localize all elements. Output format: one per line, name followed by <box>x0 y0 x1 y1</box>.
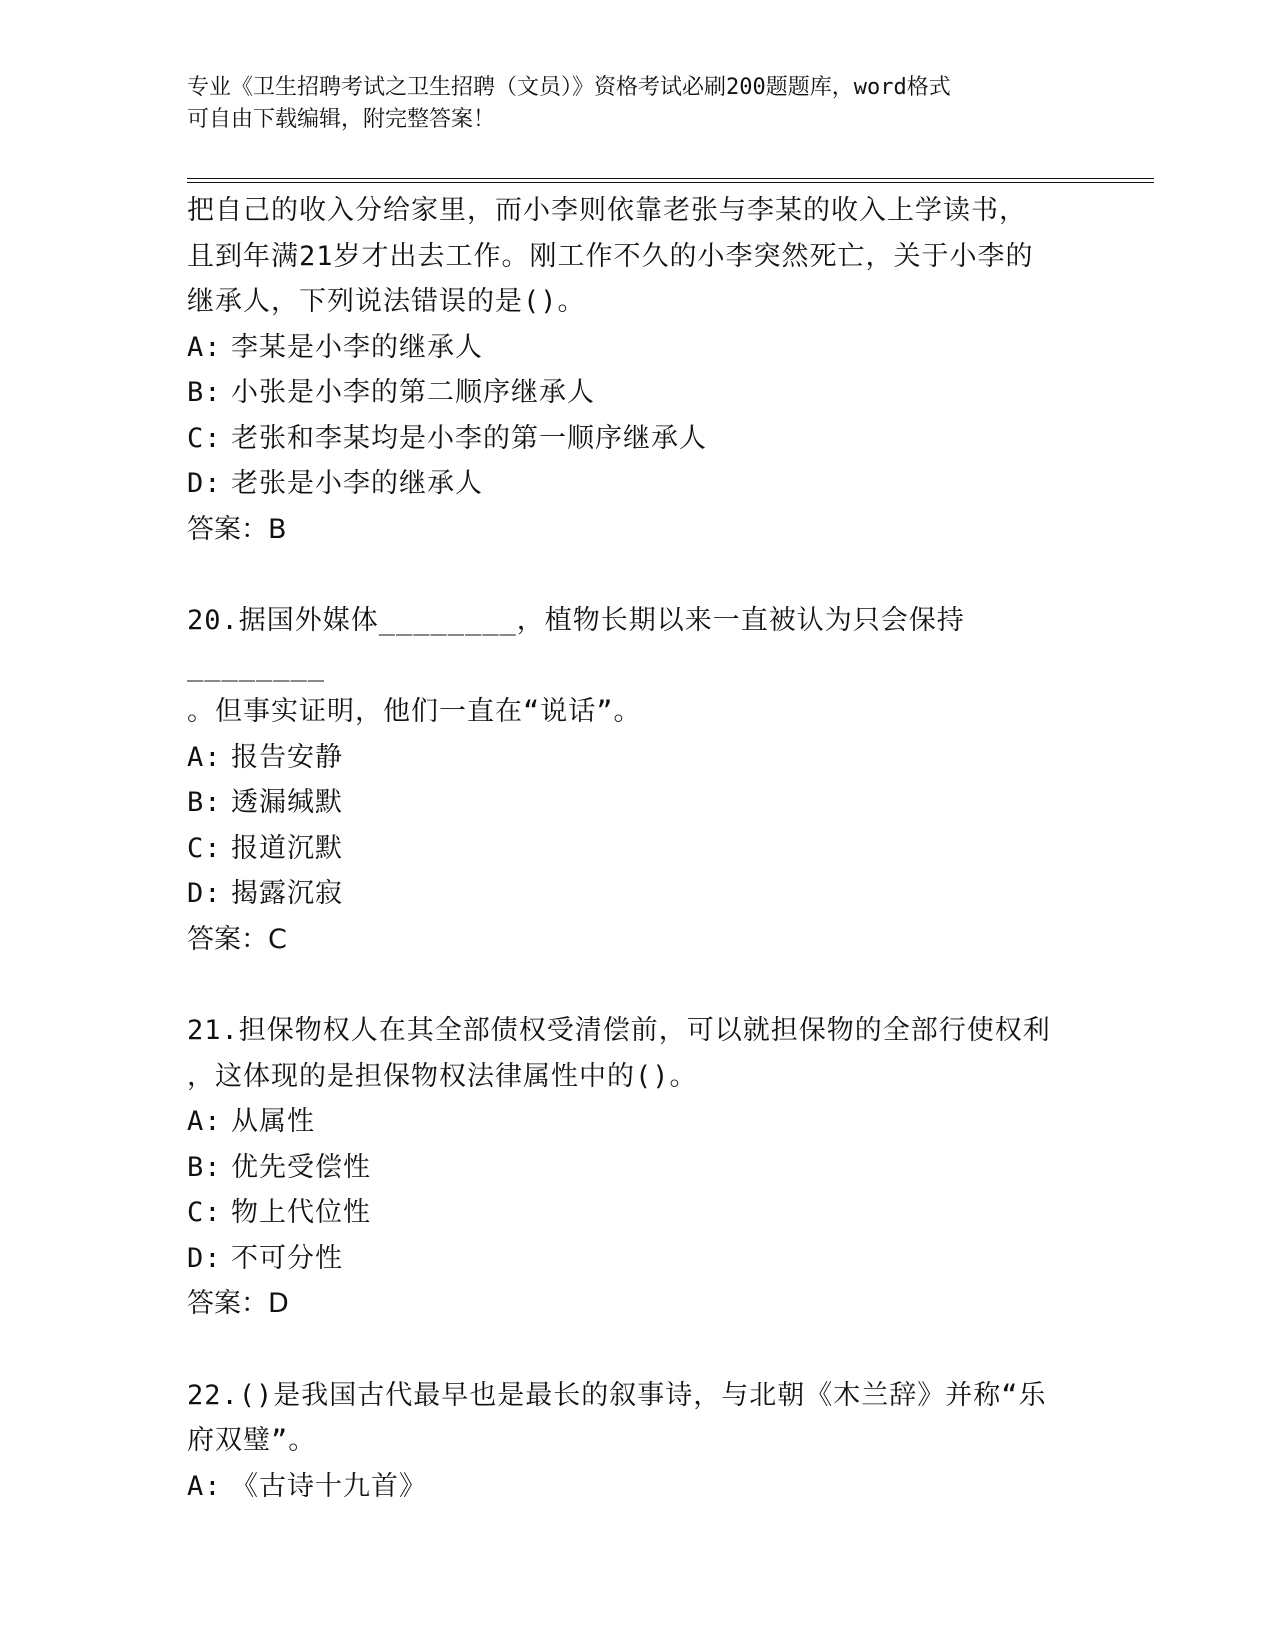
question-text-line: 20.据国外媒体________，植物长期以来一直被认为只会保持________ <box>187 605 965 682</box>
option-letter: C: <box>187 422 222 454</box>
answer-line: 答案：C <box>187 923 287 955</box>
option-text: 揭露沉寂 <box>231 878 343 909</box>
option-d <box>187 461 1087 507</box>
question-block <box>187 188 1087 552</box>
option-text: 从属性 <box>231 1106 315 1137</box>
answer-line: 答案：D <box>187 1288 289 1319</box>
spacer <box>187 552 1087 598</box>
option-letter: A: <box>187 331 222 363</box>
option-letter: B: <box>187 787 222 818</box>
option-text: 报道沉默 <box>231 832 343 864</box>
header-title-line-2: 可自由下载编辑，附完整答案！ <box>187 107 496 132</box>
option-letter: D: <box>187 468 222 499</box>
option-a <box>187 735 1087 781</box>
option-text: 小张是小李的第二顺序继承人 <box>231 377 595 408</box>
header-divider <box>187 178 1154 179</box>
option-text: 老张和李某均是小李的第一顺序继承人 <box>231 422 707 454</box>
question-text-line: 府双璧”。 <box>187 1425 317 1456</box>
question-block <box>187 598 1087 962</box>
option-letter: A: <box>187 1470 222 1502</box>
spacer <box>187 1327 1087 1373</box>
option-b <box>187 1145 1087 1191</box>
option-c <box>187 826 1087 872</box>
option-letter: D: <box>187 1242 222 1274</box>
option-b <box>187 780 1087 826</box>
option-text: 物上代位性 <box>231 1197 371 1228</box>
option-letter: B: <box>187 1151 222 1183</box>
option-letter: D: <box>187 878 222 909</box>
answer-line: 答案：B <box>187 513 287 545</box>
question-list <box>187 188 1087 1509</box>
question-text-line: ，这体现的是担保物权法律属性中的()。 <box>187 1060 698 1092</box>
option-text: 李某是小李的继承人 <box>231 331 483 363</box>
option-letter: A: <box>187 1106 222 1137</box>
page-header <box>187 72 1087 136</box>
option-text: 不可分性 <box>231 1242 343 1274</box>
option-letter: A: <box>187 741 222 773</box>
option-c <box>187 1190 1087 1236</box>
option-text: 优先受偿性 <box>231 1151 371 1183</box>
option-d <box>187 1236 1087 1282</box>
option-text: 透漏缄默 <box>231 787 343 818</box>
option-text: 老张是小李的继承人 <box>231 468 483 499</box>
question-text-line: 把自己的收入分给家里，而小李则依靠老张与李某的收入上学读书， <box>187 195 1027 226</box>
question-block <box>187 1373 1087 1510</box>
option-text: 报告安静 <box>231 741 343 773</box>
option-letter: C: <box>187 1197 222 1228</box>
question-text-line: 。但事实证明，他们一直在“说话”。 <box>187 696 642 727</box>
option-a <box>187 1464 1087 1510</box>
question-text-line: 继承人，下列说法错误的是()。 <box>187 286 586 317</box>
question-block <box>187 1008 1087 1327</box>
question-text-line: 且到年满21岁才出去工作。刚工作不久的小李突然死亡，关于小李的 <box>187 240 1034 272</box>
option-d <box>187 871 1087 917</box>
option-letter: C: <box>187 832 222 864</box>
option-b <box>187 370 1087 416</box>
option-letter: B: <box>187 377 222 408</box>
question-text-line: 21.担保物权人在其全部债权受清偿前，可以就担保物的全部行使权利 <box>187 1015 1051 1046</box>
header-title-line-1: 专业《卫生招聘考试之卫生招聘（文员）》资格考试必刷200题题库，word格式 <box>187 75 951 100</box>
option-text: 《古诗十九首》 <box>231 1470 427 1502</box>
spacer <box>187 962 1087 1008</box>
option-a <box>187 325 1087 371</box>
question-text-line: 22.()是我国古代最早也是最长的叙事诗，与北朝《木兰辞》并称“乐 <box>187 1379 1047 1411</box>
option-c <box>187 416 1087 462</box>
option-a <box>187 1099 1087 1145</box>
